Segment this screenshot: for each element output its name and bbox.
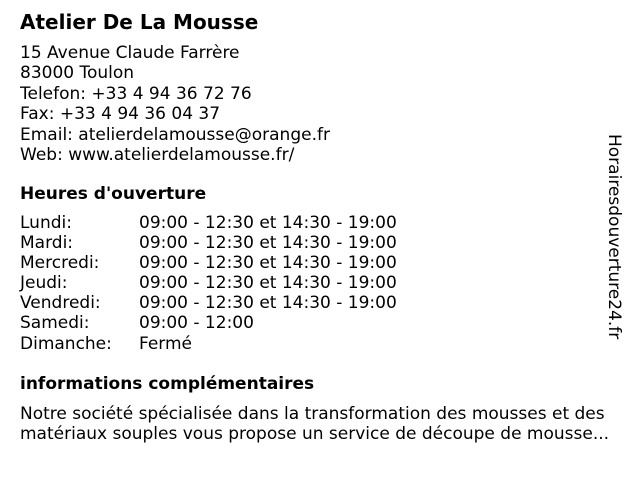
website-address: Web: www.atelierdelamousse.fr/ xyxy=(20,145,295,166)
hours-time: 09:00 - 12:30 et 14:30 - 19:00 xyxy=(139,293,397,314)
additional-info-heading: informations complémentaires xyxy=(20,374,315,394)
description-line-2: matériaux souples vous propose un service de découpe de mousse... xyxy=(20,424,610,445)
address-line-2: 83000 Toulon xyxy=(20,63,135,84)
hours-time: 09:00 - 12:30 et 14:30 - 19:00 xyxy=(139,253,397,274)
description-line-1: Notre société spécialisée dans la transformation des mousses et des xyxy=(20,404,605,424)
hours-time: 09:00 - 12:30 et 14:30 - 19:00 xyxy=(139,273,397,294)
site-watermark: Horairesdouverture24.fr xyxy=(604,134,624,340)
hours-day: Lundi: xyxy=(20,213,72,233)
hours-time: Fermé xyxy=(139,333,193,354)
fax-number: Fax: +33 4 94 36 04 37 xyxy=(20,104,221,125)
hours-time: 09:00 - 12:00 xyxy=(139,313,254,334)
hours-day: Dimanche: xyxy=(20,333,112,354)
business-name: Atelier De La Mousse xyxy=(20,10,259,34)
hours-day: Samedi: xyxy=(20,313,90,334)
hours-day: Jeudi: xyxy=(20,273,68,294)
hours-day: Mercredi: xyxy=(20,253,100,274)
contact-block xyxy=(20,43,330,165)
business-description xyxy=(20,404,609,445)
address-line-1: 15 Avenue Claude Farrère xyxy=(20,43,240,63)
hours-day: Mardi: xyxy=(20,233,74,254)
hours-time: 09:00 - 12:30 et 14:30 - 19:00 xyxy=(139,213,397,233)
opening-hours-heading: Heures d'ouverture xyxy=(20,184,207,204)
hours-day: Vendredi: xyxy=(20,293,101,314)
phone-number: Telefon: +33 4 94 36 72 76 xyxy=(20,83,252,104)
email-address: Email: atelierdelamousse@orange.fr xyxy=(20,124,330,145)
hours-time: 09:00 - 12:30 et 14:30 - 19:00 xyxy=(139,233,397,254)
